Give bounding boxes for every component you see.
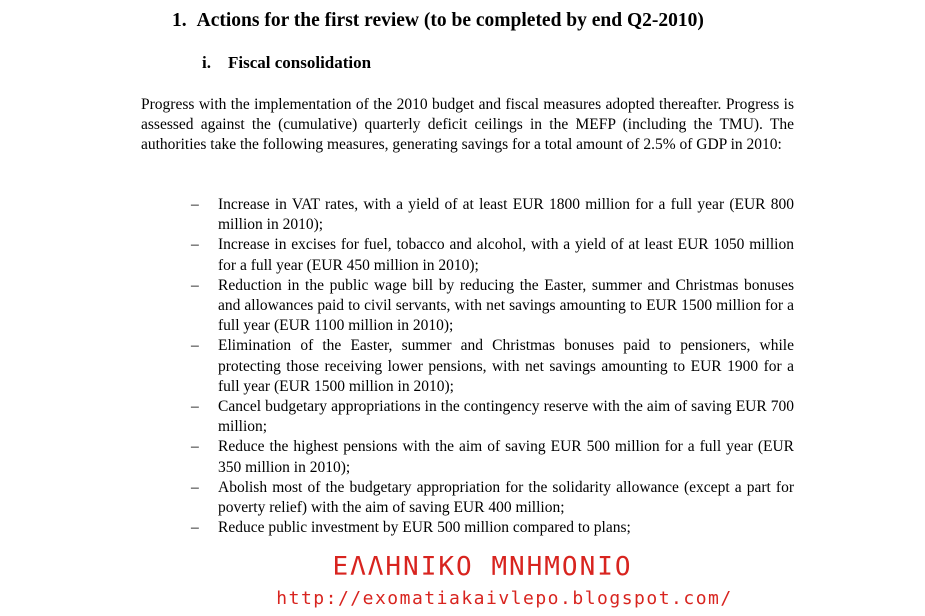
list-item <box>191 195 794 235</box>
list-item <box>191 276 794 337</box>
bullet-dash: – <box>191 196 199 213</box>
list-item-text: Elimination of the Easter, summer and Christmas bonuses paid to pensioners, while protecting those receiving lower pensions, with net savings amounting to EUR 1900 for a full year (EUR 1500 million in 2010); <box>218 337 794 395</box>
bullet-dash: – <box>191 398 199 416</box>
list-item-text: Cancel budgetary appropriations in the contingency reserve with the aim of saving EUR 700 million; <box>218 398 794 436</box>
subsection-number: i. <box>202 53 211 72</box>
bullet-dash: – <box>191 519 199 537</box>
list-item <box>191 478 794 518</box>
bullet-dash: – <box>191 478 199 496</box>
watermark-url: http://exomatiakaivlepo.blogspot.com/ <box>276 588 733 609</box>
list-item-text: Reduction in the public wage bill by reducing the Easter, summer and Christmas bonuses and allowances paid to civil servants, with net savings amounting to EUR 1500 million for a full year (EUR 1100 million in 2010); <box>218 276 794 335</box>
list-item-text: Increase in excises for fuel, tobacco and alcohol, with a yield of at least EUR 1050 million for a full year (EUR 450 million in 2010); <box>218 236 794 274</box>
list-item <box>191 336 794 397</box>
list-item <box>191 437 794 477</box>
section-heading <box>172 10 704 32</box>
subsection-title: Fiscal consolidation <box>228 53 372 72</box>
intro-paragraph: Progress with the implementation of the 2010 budget and fiscal measures adopted thereafter. Progress is assessed against the (cumulative) quarterly deficit ceilings in the MEFP (including the TMU). The authorities take the following measures, generating savings for a total amount of 2.5% of GDP in 2010: <box>141 96 794 153</box>
bullet-dash: – <box>191 438 199 456</box>
list-item-text: Abolish most of the budgetary appropriation for the solidarity allowance (except a part for poverty relief) with the aim of saving EUR 400 million; <box>218 478 794 517</box>
list-item <box>191 235 794 275</box>
list-item-text: Reduce public investment by EUR 500 million compared to plans; <box>218 519 631 537</box>
list-item <box>191 518 794 538</box>
list-item <box>191 397 794 437</box>
watermark-title: ΕΛΛΗΝΙΚΟ ΜΝΗΜΟΝΙΟ <box>332 552 633 582</box>
bullet-dash: – <box>191 337 199 355</box>
list-item-text: Increase in VAT rates, with a yield of at least EUR 1800 million for a full year (EUR 800 million in 2010); <box>218 196 794 234</box>
measures-list <box>191 195 794 538</box>
section-number: 1. <box>172 10 187 31</box>
bullet-dash: – <box>191 276 199 294</box>
subsection-heading <box>202 53 371 73</box>
list-item-text: Reduce the highest pensions with the aim of saving EUR 500 million for a full year (EUR 350 million in 2010); <box>218 438 794 476</box>
bullet-dash: – <box>191 236 199 254</box>
section-title: Actions for the first review (to be completed by end Q2-2010) <box>196 10 704 31</box>
